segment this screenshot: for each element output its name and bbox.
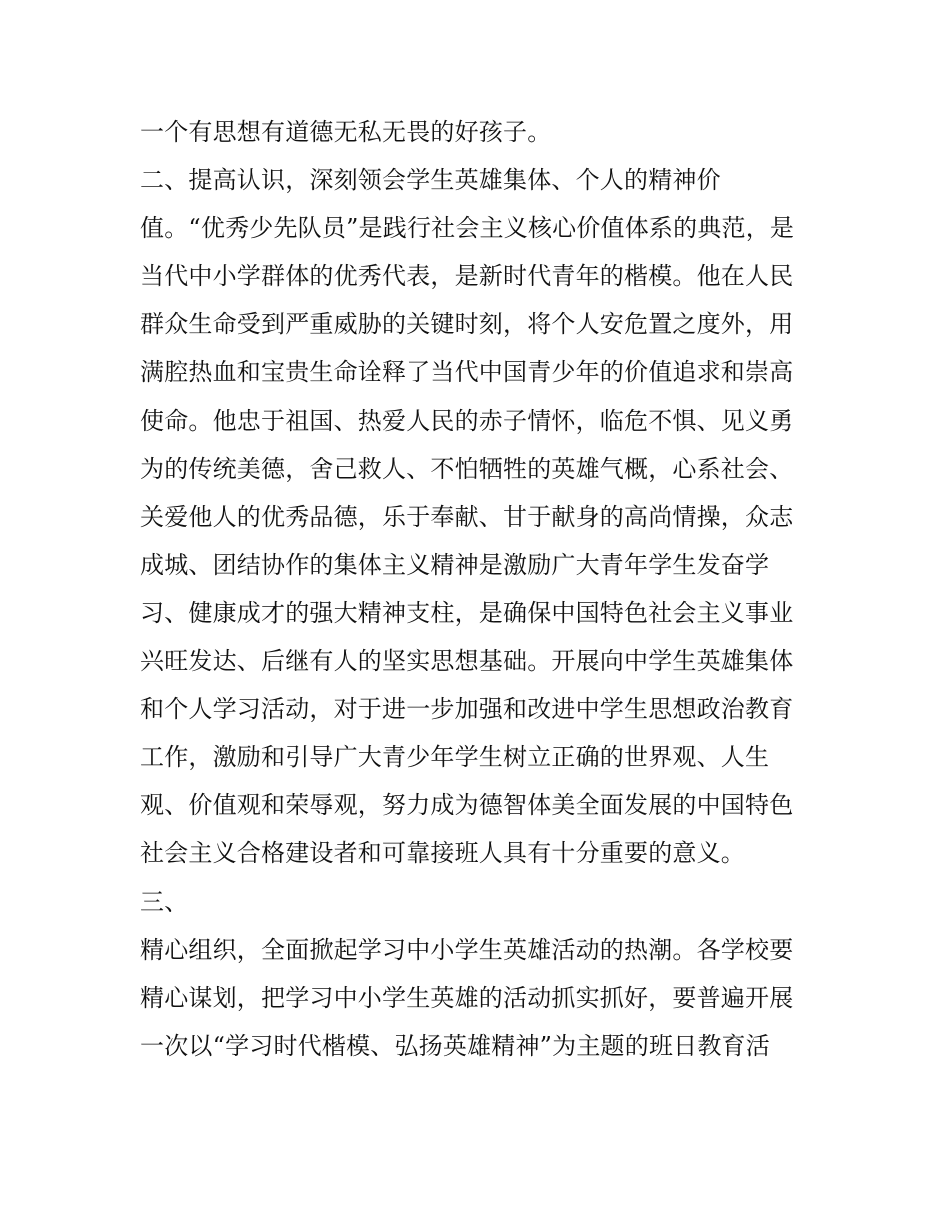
section-heading-three: 三、 xyxy=(140,887,189,916)
section-heading-two: 二、提高认识，深刻领会学生英雄集体、个人的精神价 xyxy=(140,166,721,195)
text-line: 习、健康成才的强大精神支柱，是确保中国特色社会主义事业 xyxy=(140,598,794,627)
text-line: 精心谋划，把学习中小学生英雄的活动抓实抓好，要普遍开展 xyxy=(140,983,794,1012)
text-line: 工作，激励和引导广大青少年学生树立正确的世界观、人生 xyxy=(140,743,770,772)
text-line: 一次以“学习时代楷模、弘扬英雄精神”为主题的班日教育活 xyxy=(140,1031,770,1060)
text-line: 当代中小学群体的优秀代表，是新时代青年的楷模。他在人民 xyxy=(140,262,794,291)
text-line: 观、价值观和荣辱观，努力成为德智体美全面发展的中国特色 xyxy=(140,791,794,820)
document-body xyxy=(140,108,820,1070)
text-line: 关爱他人的优秀品德，乐于奉献、甘于献身的高尚情操，众志 xyxy=(140,502,794,531)
text-line: 社会主义合格建设者和可靠接班人具有十分重要的意义。 xyxy=(140,839,745,868)
text-line: 满腔热血和宝贵生命诠释了当代中国青少年的价值追求和崇高 xyxy=(140,358,794,387)
text-line: 和个人学习活动，对于进一步加强和改进中学生思想政治教育 xyxy=(140,695,794,724)
text-line: 成城、团结协作的集体主义精神是激励广大青年学生发奋学 xyxy=(140,550,770,579)
text-line: 精心组织，全面掀起学习中小学生英雄活动的热潮。各学校要 xyxy=(140,935,794,964)
text-line: 为的传统美德，舍己救人、不怕牺牲的英雄气概，心系社会、 xyxy=(140,454,794,483)
text-line: 一个有思想有道德无私无畏的好孩子。 xyxy=(140,118,552,146)
text-line: 值。“优秀少先队员”是践行社会主义核心价值体系的典范，是 xyxy=(140,214,795,243)
text-line: 群众生命受到严重威胁的关键时刻，将个人安危置之度外，用 xyxy=(140,310,794,339)
text-line: 使命。他忠于祖国、热爱人民的赤子情怀，临危不惧、见义勇 xyxy=(140,406,794,435)
text-line: 兴旺发达、后继有人的坚实思想基础。开展向中学生英雄集体 xyxy=(140,647,794,676)
